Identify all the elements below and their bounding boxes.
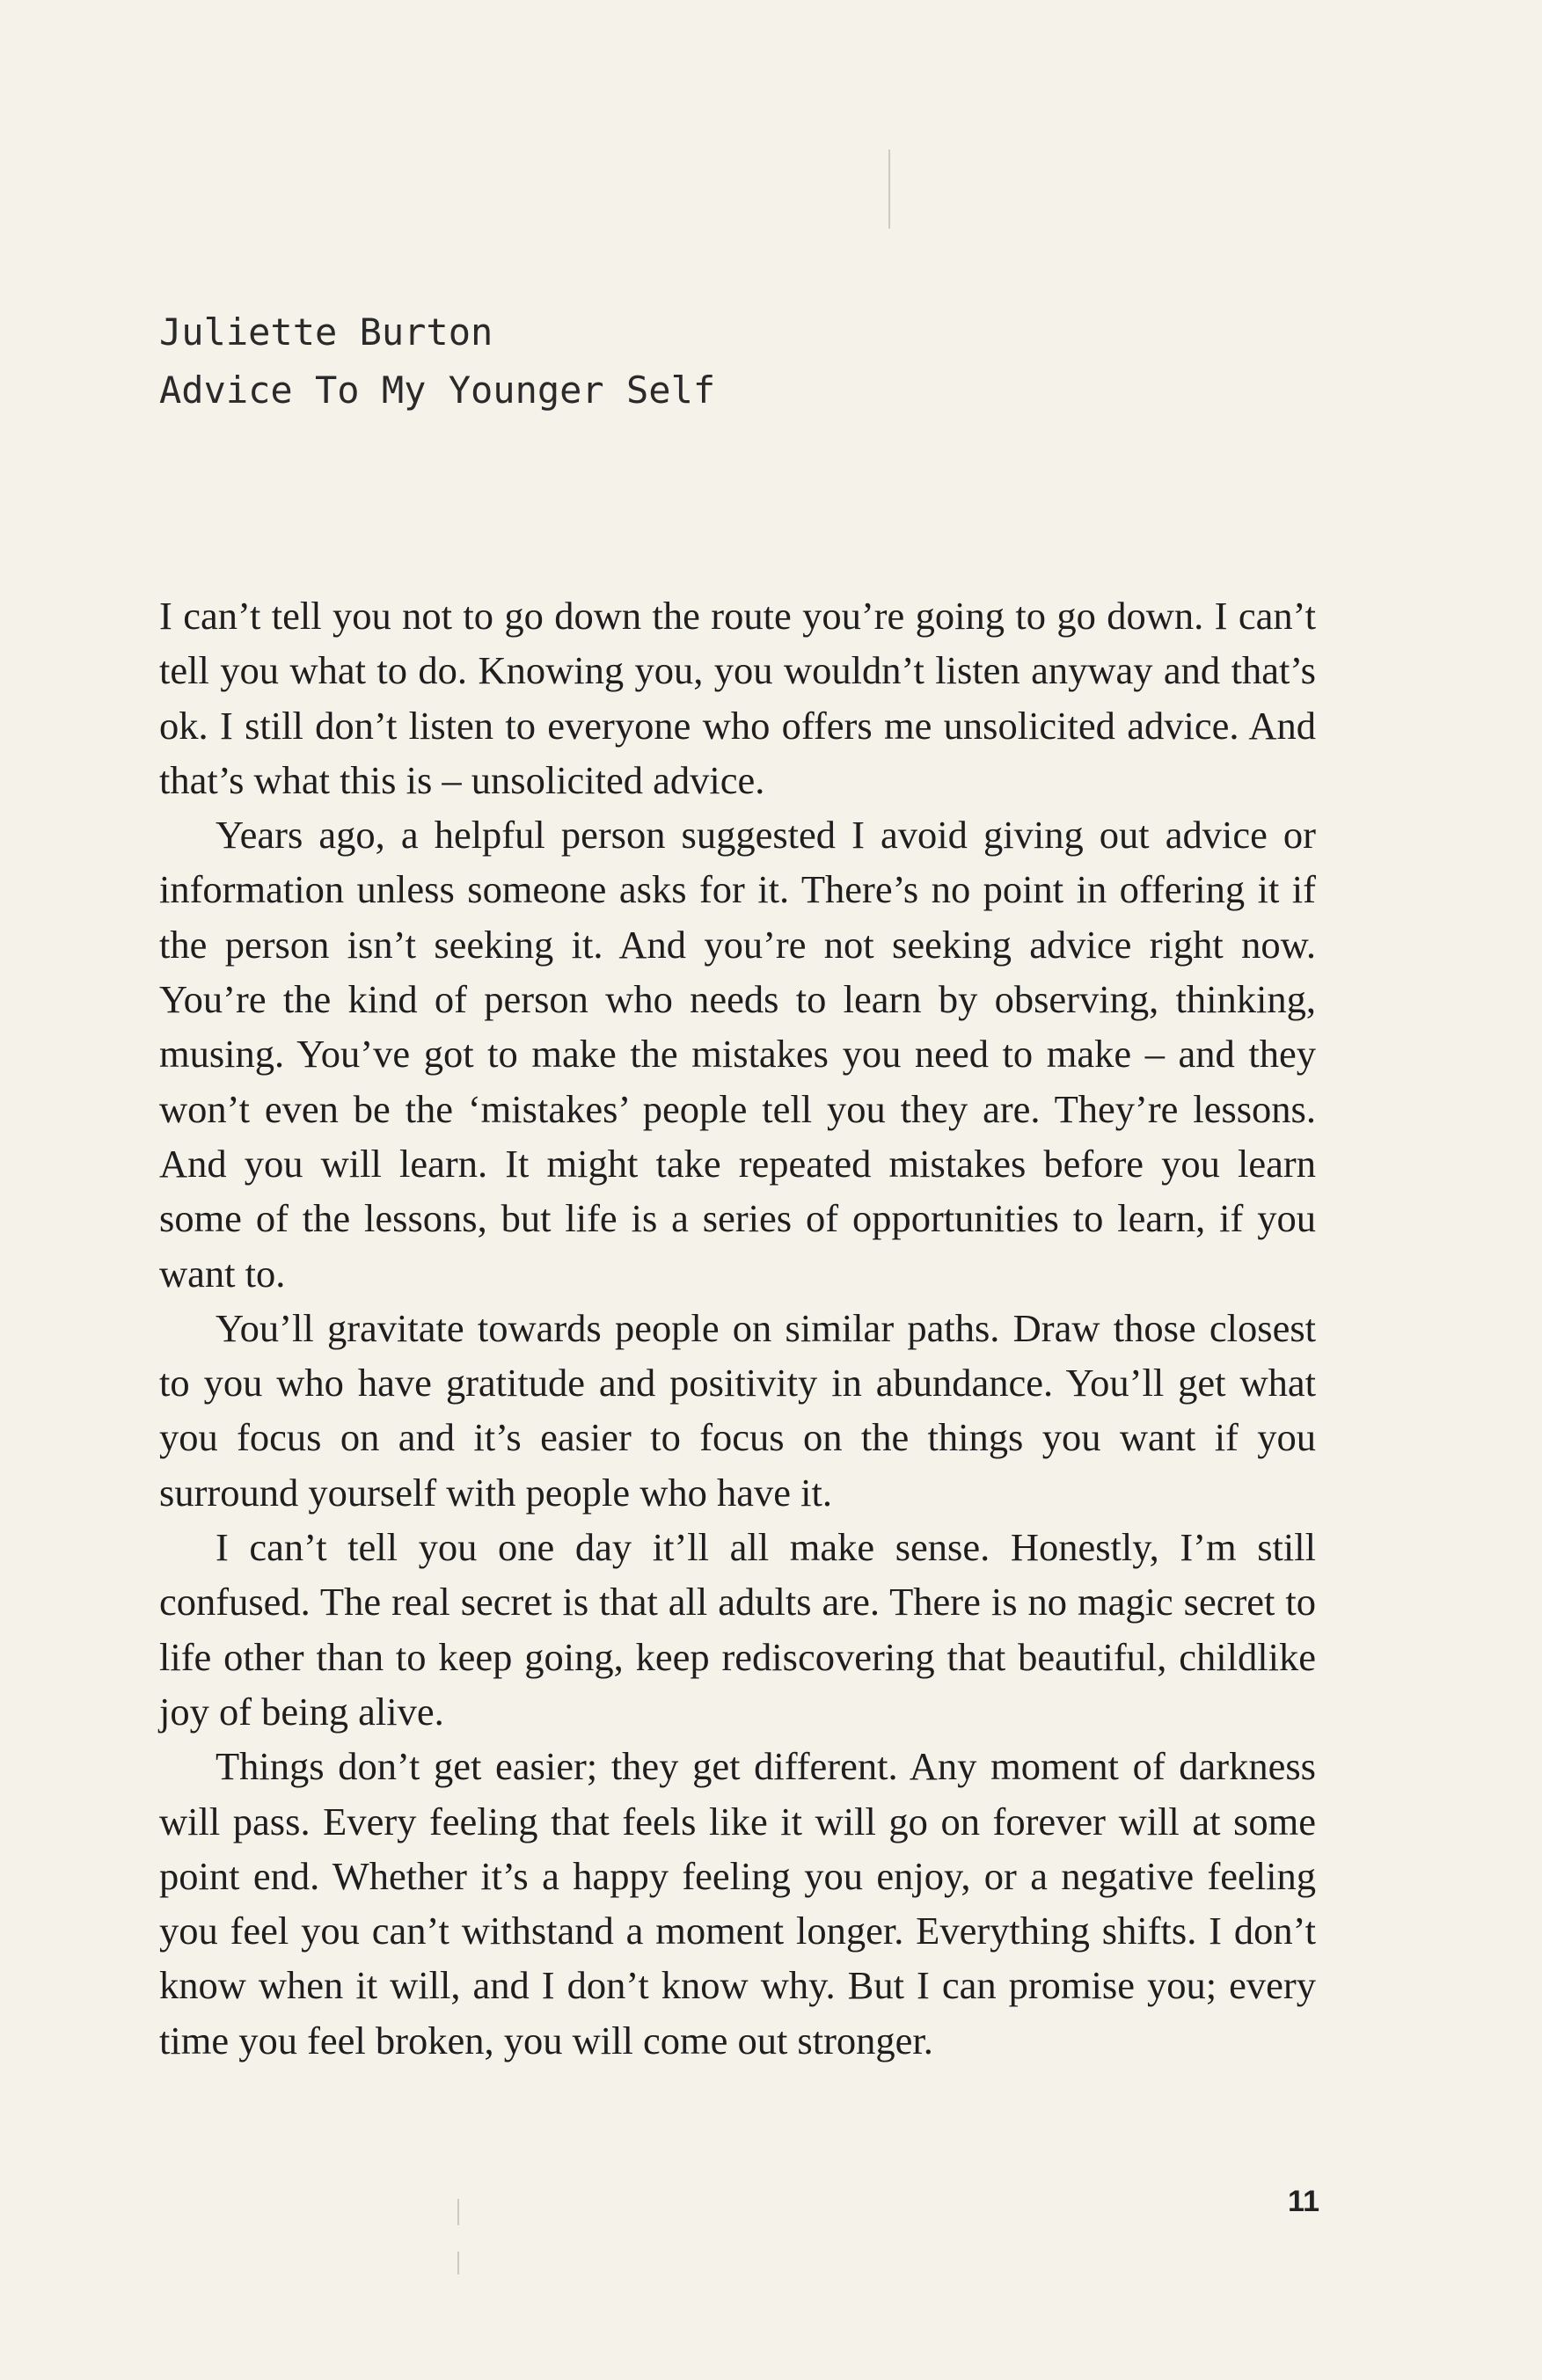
paragraph: I can’t tell you one day it’ll all make sense. Honestly, I’m still confused. The real secret is that all adults are. There is no magic secret to life other than to keep going, keep rediscovering that beautiful, childlike joy of being alive. [159,1525,1316,1734]
body-text [159,588,1316,2068]
author-name: Juliette Burton [159,310,493,354]
page-speck [888,150,890,229]
paragraph: You’ll gravitate towards people on similar paths. Draw those closest to you who have gratitude and positivity in abundance. You’ll get what you focus on and it’s easier to focus on the things you want if you surround yourself with people who have it. [159,1305,1316,1515]
paragraph: Years ago, a helpful person suggested I avoid giving out advice or information unless someone asks for it. There’s no point in offering it if the person isn’t seeking it. And you’re not seeking advice right now. You’re the kind of person who needs to learn by observing, thinking, musing. You’ve got to make the mistakes you need to make – and they won’t even be the ‘mistakes’ people tell you they are. They’re lessons. And you will learn. It might take repeated mistakes before you learn some of the lessons, but life is a series of opportunities to learn, if you want to. [159,813,1316,1296]
page-number: 11 [1288,2185,1319,2218]
paragraph: I can’t tell you not to go down the route you’re going to go down. I can’t tell you what to do. Knowing you, you wouldn’t listen anyway and that’s ok. I still don’t listen to everyone who offers me unsolicited advice. And that’s what this is – unsolicited advice. [159,594,1316,802]
chapter-header [159,303,715,420]
page-speck [457,2199,459,2225]
page-speck [457,2252,459,2274]
chapter-title: Advice To My Younger Self [159,369,716,412]
paragraph: Things don’t get easier; they get different. Any moment of darkness will pass. Every feeling that feels like it will go on forever will at some point end. Whether it’s a happy feeling you enjoy, or a negative feeling you feel you can’t withstand a moment longer. Everything shifts. I don’t know when it will, and I don’t know why. But I can promise you; every time you feel broken, you will come out stronger. [159,1744,1316,2062]
